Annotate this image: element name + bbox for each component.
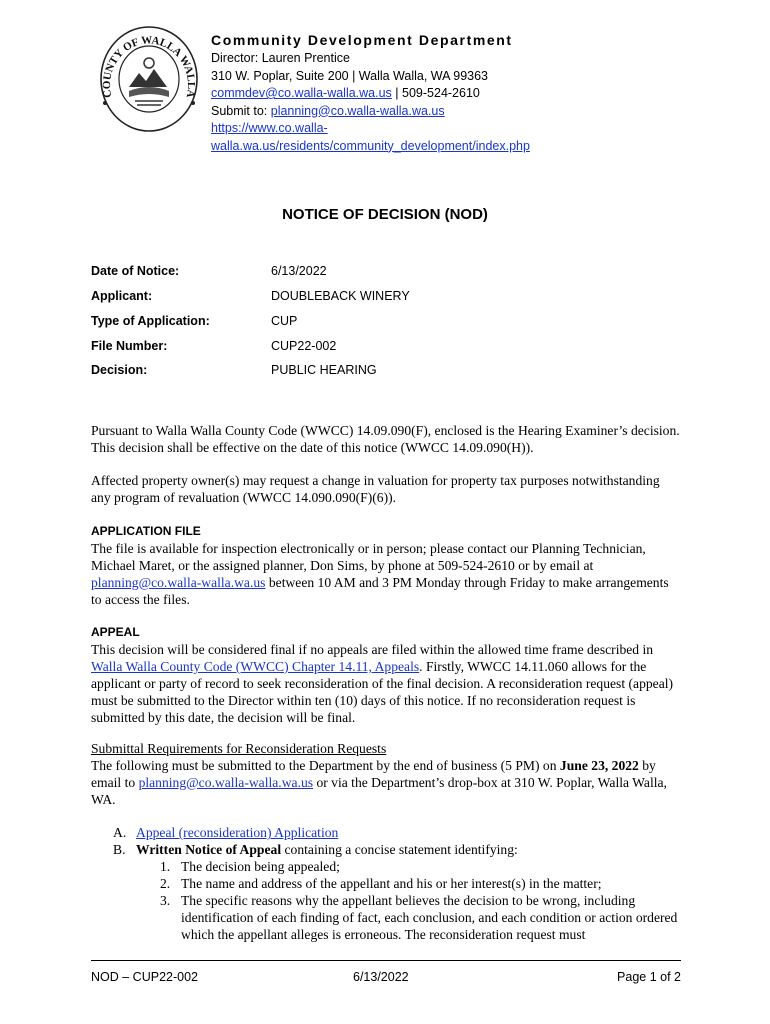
dept-email-link[interactable]: commdev@co.walla-walla.wa.us: [211, 86, 392, 100]
field-value: 6/13/2022: [271, 264, 327, 278]
footer-page-number: Page 1 of 2: [617, 970, 681, 984]
paragraph-code-reference: Pursuant to Walla Walla County Code (WWCC) 14.09.090(F), enclosed is the Hearing Examiner’s decision. This decision shall be effective on the date of this notice (WWCC 14.09.090(H)).: [91, 423, 680, 455]
notice-title: NOTICE OF DECISION (NOD): [282, 206, 488, 223]
field-label: Date of Notice:: [91, 264, 180, 278]
paragraph-appeal: [91, 641, 681, 726]
written-notice-label: Written Notice of Appeal: [136, 842, 282, 857]
contact-line: [211, 85, 530, 103]
app-file-email-link[interactable]: planning@co.walla-walla.wa.us: [91, 575, 266, 590]
director-line: Director: Lauren Prentice: [211, 51, 350, 65]
submit-email-link[interactable]: planning@co.walla-walla.wa.us: [270, 103, 445, 118]
field-value: DOUBLEBACK WINERY: [271, 289, 410, 303]
submittal-deadline: June 23, 2022: [559, 758, 639, 773]
appeal-text-2: . Firstly, WWCC 14.11.060 allows for the applicant or party of record to seek reconsideration of the final decision. A reconsideration request (appeal) must be submitted to the Director within ten (10) days of this notice. If no reconsideration request is submitted by this date, the decision will be final.: [91, 659, 674, 725]
sublist-marker: 2.: [160, 876, 171, 891]
field-value: PUBLIC HEARING: [271, 363, 377, 377]
list-marker-a: A.: [113, 825, 127, 840]
app-file-text-1: The file is available for inspection electronically or in person; please contact our Planning Technician, Michael Maret, or the assigned planner, Don Sims, by phone at 509-524-2610 or by email at: [91, 541, 646, 573]
paragraph-property-valuation: Affected property owner(s) may request a change in valuation for property tax purposes notwithstanding any program of revaluation (WWCC 14.090.090(F)(6)).: [91, 473, 660, 505]
submittal-heading: Submittal Requirements for Reconsideration Requests: [91, 741, 387, 756]
sublist-marker: 1.: [160, 859, 171, 874]
submit-line: [211, 103, 530, 121]
department-name: Community Development Department: [211, 32, 513, 48]
footer-date: 6/13/2022: [353, 970, 409, 984]
appeal-heading: APPEAL: [91, 625, 140, 639]
contact-separator: |: [391, 86, 403, 100]
submittal-text-2: by email to: [91, 758, 656, 790]
page-footer: [91, 960, 681, 991]
field-value: CUP22-002: [271, 339, 337, 353]
field-label: File Number:: [91, 339, 168, 353]
wwcc-appeals-link[interactable]: Walla Walla County Code (WWCC) Chapter 14.11, Appeals: [91, 659, 420, 674]
submittal-email-link[interactable]: planning@co.walla-walla.wa.us: [138, 775, 314, 790]
application-file-heading: APPLICATION FILE: [91, 524, 201, 538]
website-link-line1[interactable]: https://www.co.walla-: [211, 121, 328, 135]
written-notice-text: containing a concise statement identifying:: [281, 842, 518, 857]
appeal-application-link[interactable]: Appeal (reconsideration) Application: [136, 825, 339, 840]
footer-file-id: NOD – CUP22-002: [91, 970, 198, 984]
sublist-item: The name and address of the appellant and his or her interest(s) in the matter;: [181, 876, 602, 891]
list-marker-b: B.: [113, 842, 126, 857]
address-line: 310 W. Poplar, Suite 200 | Walla Walla, WA 99363: [211, 68, 489, 83]
field-value: CUP: [271, 314, 298, 328]
sublist-item: The specific reasons why the appellant believes the decision to be wrong, including identification of each finding of fact, each conclusion, and each condition or action ordered which the appellant alleges is erroneous. The reconsideration request must: [181, 893, 678, 942]
field-label: Decision:: [91, 363, 148, 377]
department-header: [211, 30, 530, 155]
submittal-heading-line: [91, 740, 681, 757]
paragraph-submittal: [91, 757, 681, 808]
paragraph-application-file: [91, 540, 681, 608]
list-item-a: [136, 824, 338, 841]
svg-text:COUNTY OF WALLA WALLA: COUNTY OF WALLA WALLA: [100, 34, 198, 99]
dept-phone: 509-524-2610: [402, 86, 480, 100]
website-link[interactable]: [211, 120, 530, 155]
appeal-text-1: This decision will be considered final if no appeals are filed within the allowed time frame described in: [91, 642, 654, 657]
list-item-b: [136, 841, 518, 858]
field-label: Applicant:: [91, 289, 153, 303]
field-label: Type of Application:: [91, 314, 210, 328]
submittal-text-3: or via the Department’s drop-box at 310 W. Poplar, Walla Walla, WA.: [91, 775, 667, 807]
website-link-line2[interactable]: walla.wa.us/residents/community_development/index.php: [211, 138, 530, 153]
submittal-text-1: The following must be submitted to the Department by the end of business (5 PM) on: [91, 758, 560, 773]
submit-label: Submit to:: [211, 103, 271, 118]
sublist-marker: 3.: [160, 893, 171, 908]
app-file-text-2: between 10 AM and 3 PM Monday through Friday to make arrangements to access the files.: [91, 575, 669, 607]
county-seal-logo: [99, 25, 199, 133]
sublist-item: The decision being appealed;: [181, 859, 340, 874]
